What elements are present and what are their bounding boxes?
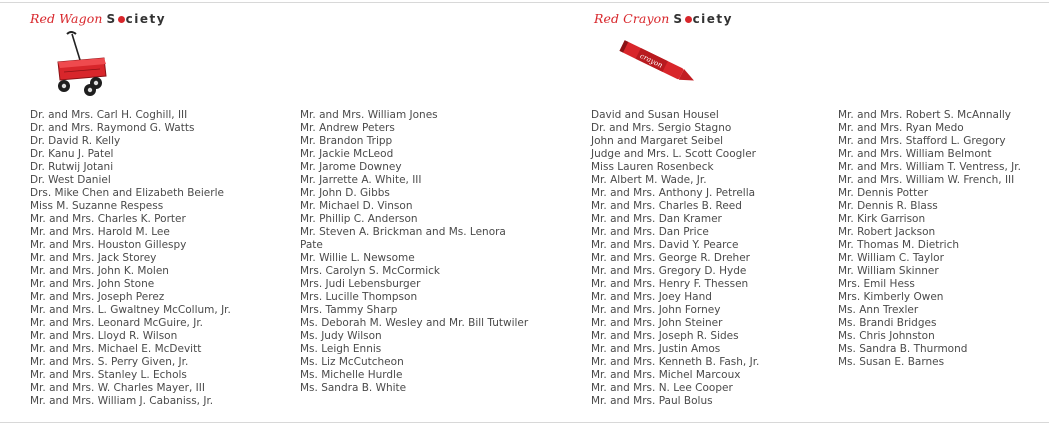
donor-name: Mr. and Mrs. Justin Amos	[591, 343, 721, 355]
donor-name: Ms. Ann Trexler	[838, 304, 919, 316]
donor-name: Mrs. Emil Hess	[838, 278, 915, 290]
donor-name: Ms. Susan E. Barnes	[838, 356, 945, 368]
donor-name: Mr. and Mrs. Joseph R. Sides	[591, 330, 739, 342]
donor-name: Dr. Rutwij Jotani	[30, 161, 114, 173]
donor-name: Mrs. Kimberly Owen	[838, 291, 944, 303]
red-wagon-names-column-1	[30, 109, 231, 408]
donor-name: Mr. and Mrs. Joseph Perez	[30, 291, 165, 303]
donor-name: Ms. Sandra B. Thurmond	[838, 343, 968, 355]
donor-name: Mr. William Skinner	[838, 265, 939, 277]
donor-name: Mr. and Mrs. Ryan Medo	[838, 122, 964, 134]
donor-name: Mr. Robert Jackson	[838, 226, 936, 238]
donor-name: Mrs. Judi Lebensburger	[300, 278, 421, 290]
donor-name: Dr. David R. Kelly	[30, 135, 121, 147]
donor-name: Miss Lauren Rosenbeck	[591, 161, 714, 173]
donor-name: Drs. Mike Chen and Elizabeth Beierle	[30, 187, 224, 199]
donor-name: Ms. Michelle Hurdle	[300, 369, 403, 381]
donor-name: Mr. and Mrs. S. Perry Given, Jr.	[30, 356, 189, 368]
donor-name: Judge and Mrs. L. Scott Coogler	[591, 148, 756, 160]
red-crayon-title-red: Red Crayon	[594, 11, 670, 26]
donor-name: Mr. and Mrs. David Y. Pearce	[591, 239, 739, 251]
red-wagon-names-column-2	[300, 109, 528, 395]
donor-name: Mr. and Mrs. Lloyd R. Wilson	[30, 330, 178, 342]
donor-name: Mr. Thomas M. Dietrich	[838, 239, 960, 251]
donor-name: Mr. and Mrs. Harold M. Lee	[30, 226, 170, 238]
donor-name: Dr. and Mrs. Raymond G. Watts	[30, 122, 195, 134]
donor-name: Mr. Willie L. Newsome	[300, 252, 415, 264]
red-wagon-title-red: Red Wagon	[30, 11, 103, 26]
donor-name: Mr. and Mrs. Robert S. McAnnally	[838, 109, 1011, 121]
donor-name: Mr. and Mrs. Michael E. McDevitt	[30, 343, 202, 355]
donor-name: Ms. Liz McCutcheon	[300, 356, 404, 368]
donor-name: Mr. and Mrs. Leonard McGuire, Jr.	[30, 317, 204, 329]
donor-name: Dr. and Mrs. Carl H. Coghill, III	[30, 109, 188, 121]
donor-name: Mr. and Mrs. Kenneth B. Fash, Jr.	[591, 356, 760, 368]
donor-name: Mr. and Mrs. John Stone	[30, 278, 155, 290]
donor-name: Mr. and Mrs. Dan Kramer	[591, 213, 722, 225]
red-crayon-society-title	[594, 11, 733, 26]
donor-name: Mr. Jackie McLeod	[300, 148, 394, 160]
donor-name: Ms. Leigh Ennis	[300, 343, 382, 355]
donor-name: Mr. Dennis R. Blass	[838, 200, 938, 212]
donor-name: Mr. and Mrs. John Forney	[591, 304, 721, 316]
donor-name: Mr. and Mrs. Dan Price	[591, 226, 709, 238]
red-crayon-names-column-1	[591, 109, 759, 408]
donor-name: Mr. and Mrs. Stafford L. Gregory	[838, 135, 1006, 147]
donor-name: Mr. and Mrs. Anthony J. Petrella	[591, 187, 756, 199]
donor-name: Mr. and Mrs. Joey Hand	[591, 291, 712, 303]
bottom-rule	[0, 422, 1049, 423]
donor-name: Mr. Jarome Downey	[300, 161, 402, 173]
donor-name: Mr. and Mrs. William T. Ventress, Jr.	[838, 161, 1021, 173]
donor-name: Mr. and Mrs. Gregory D. Hyde	[591, 265, 747, 277]
donor-name: David and Susan Housel	[591, 109, 719, 121]
donor-name: Mr. Kirk Garrison	[838, 213, 926, 225]
red-dot-o-icon	[118, 16, 125, 23]
donor-name: Mr. and Mrs. W. Charles Mayer, III	[30, 382, 205, 394]
donor-name: Mr. and Mrs. William W. French, III	[838, 174, 1015, 186]
donor-name: Mr. and Mrs. John K. Molen	[30, 265, 169, 277]
donor-name: Ms. Chris Johnston	[838, 330, 935, 342]
top-rule	[0, 2, 1049, 3]
donor-name: Mr. and Mrs. Houston Gillespy	[30, 239, 187, 251]
donor-name: Mr. John D. Gibbs	[300, 187, 390, 199]
red-dot-o-icon	[685, 16, 692, 23]
donor-name: Ms. Judy Wilson	[300, 330, 382, 342]
donor-name: Mr. and Mrs. George R. Dreher	[591, 252, 750, 264]
red-wagon-society-title	[30, 11, 166, 26]
donor-name: Mr. and Mrs. William Jones	[300, 109, 438, 121]
donor-name: Mr. Michael D. Vinson	[300, 200, 413, 212]
donor-name: Mr. and Mrs. Stanley L. Echols	[30, 369, 187, 381]
donor-name: Mr. Andrew Peters	[300, 122, 395, 134]
donor-name: Mr. Steven A. Brickman and Ms. Lenora	[300, 226, 506, 238]
donor-name: Dr. Kanu J. Patel	[30, 148, 114, 160]
donor-name: Mr. Brandon Tripp	[300, 135, 393, 147]
donor-name: Miss M. Suzanne Respess	[30, 200, 164, 212]
donor-name: Mr. and Mrs. John Steiner	[591, 317, 723, 329]
donor-name: Mr. Phillip C. Anderson	[300, 213, 418, 225]
donor-name: Ms. Sandra B. White	[300, 382, 407, 394]
donor-name: Mr. and Mrs. William Belmont	[838, 148, 992, 160]
donor-name: Dr. and Mrs. Sergio Stagno	[591, 122, 732, 134]
donor-name: Mr. and Mrs. William J. Cabaniss, Jr.	[30, 395, 214, 407]
donor-name: Mr. Jarrette A. White, III	[300, 174, 422, 186]
donor-name: Pate	[300, 239, 323, 251]
donor-name: Ms. Brandi Bridges	[838, 317, 937, 329]
donor-name: Mr. William C. Taylor	[838, 252, 944, 264]
donor-name: Mr. and Mrs. L. Gwaltney McCollum, Jr.	[30, 304, 231, 316]
donor-name: Mr. and Mrs. N. Lee Cooper	[591, 382, 733, 394]
red-crayon-title-society: S ciety	[673, 12, 733, 26]
donor-name: Mr. and Mrs. Michel Marcoux	[591, 369, 741, 381]
donor-name: Mrs. Tammy Sharp	[300, 304, 398, 316]
donor-name: Mr. and Mrs. Henry F. Thessen	[591, 278, 749, 290]
donor-name: Ms. Deborah M. Wesley and Mr. Bill Tutwiler	[300, 317, 529, 329]
red-wagon-title-society: S ciety	[106, 12, 167, 26]
donor-name: Mr. and Mrs. Charles K. Porter	[30, 213, 186, 225]
red-crayon-names-column-2	[838, 109, 1021, 369]
red-crayon-icon	[610, 38, 706, 88]
donor-name: John and Margaret Seibel	[591, 135, 724, 147]
donor-name: Mr. and Mrs. Jack Storey	[30, 252, 157, 264]
donor-name: Mr. and Mrs. Charles B. Reed	[591, 200, 742, 212]
donor-name: Mr. Albert M. Wade, Jr.	[591, 174, 707, 186]
donor-name: Mr. Dennis Potter	[838, 187, 929, 199]
donor-name: Mr. and Mrs. Paul Bolus	[591, 395, 713, 407]
donor-name: Mrs. Carolyn S. McCormick	[300, 265, 440, 277]
crayon-label: crayon	[638, 51, 664, 70]
red-wagon-icon	[50, 28, 112, 100]
donor-name: Mrs. Lucille Thompson	[300, 291, 418, 303]
donor-name: Dr. West Daniel	[30, 174, 111, 186]
